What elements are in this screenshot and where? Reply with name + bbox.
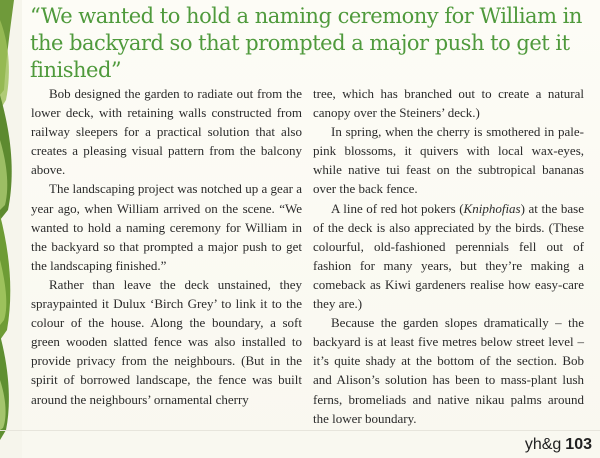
page-number: 103	[565, 436, 592, 453]
page-folio	[525, 436, 592, 454]
text-span: ) at the base of the deck is also appreciated by the birds. (These colourful, old-fashioned perennials fell out of fashion for many years, but they’re making a comeback as Kiwi gardeners realise how easy-care they are.)	[313, 200, 584, 312]
article-column-left	[31, 84, 302, 409]
paragraph-cherry-tree: tree, which has branched out to create a natural canopy over the Steiners’ deck.)	[313, 86, 584, 121]
paragraph-landscaping-project: The landscaping project was notched up a gear a year ago, when William arrived on the scene. “We wanted to hold a naming ceremony for William in the backyard so that prompted a major push to get the landscaping finished.”	[31, 181, 302, 273]
leaf-image	[0, 0, 22, 458]
paragraph-spring-blossoms: In spring, when the cherry is smothered in pale-pink blossoms, it quivers with local wax-eyes, while native tui feast on the subtropical bananas over the back fence.	[313, 124, 584, 197]
paragraph-red-hot-pokers	[313, 199, 584, 314]
paragraph-sloping-garden: Because the garden slopes dramatically – the backyard is at least five metres below street level – it’s quite shady at the bottom of the section. Bob and Alison’s solution has been to mass-plant lush ferns, bromeliads and native nikau palms around the lower boundary.	[313, 315, 584, 426]
paragraph-garden-design: Bob designed the garden to radiate out from the lower deck, with retaining walls constructed from railway sleepers for a practical solution that also creates a pleasing visual pattern from the balcony above.	[31, 86, 302, 178]
pull-quote: “We wanted to hold a naming ceremony for William in the backyard so that prompted a major push to get it finished”	[30, 4, 582, 82]
footer-divider	[0, 430, 600, 431]
magazine-name: yh&g	[524, 436, 562, 453]
leaf-photo-edge	[0, 0, 22, 458]
text-span: A line of red hot pokers (	[331, 200, 464, 216]
plant-name-italic: Kniphofias	[463, 200, 521, 216]
article-column-right	[313, 84, 584, 428]
paragraph-deck-fence: Rather than leave the deck unstained, they spraypainted it Dulux ‘Birch Grey’ to link it to the colour of the house. Along the boundary, a soft green wooden slatted fence was also installed to provide privacy from the neighbours. (But in the spirit of borrowed landscape, the fence was built around the neighbours’ ornamental cherry	[31, 276, 302, 407]
